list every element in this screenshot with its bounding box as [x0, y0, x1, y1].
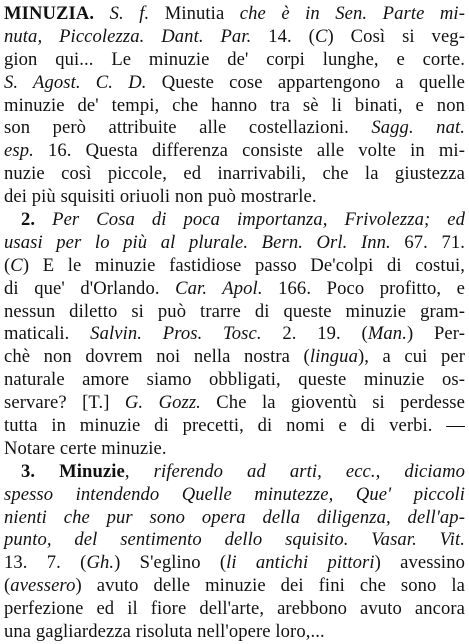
text-run: C — [10, 254, 23, 276]
text-run: Sagg. nat. — [371, 117, 465, 139]
text-run: ) avuto delle minuzie dei fini che sono la — [75, 575, 465, 597]
text-run: chè non dovrem noi nella nostra ( — [4, 346, 310, 368]
text-run: 14. ( — [251, 25, 315, 47]
text-run: 67. 71. — [390, 231, 465, 253]
text-run: punto, del sentimento dello squisito. Vasar. Vit. — [4, 529, 465, 551]
text-line — [4, 186, 465, 209]
text-run: li antichi pittori — [226, 552, 375, 574]
text-run: spesso intendendo Quelle minutezze, Que' piccoli — [4, 483, 465, 505]
text-run: esp. — [4, 140, 34, 162]
text-run: Queste cose appartengono a quelle — [146, 71, 465, 93]
text-run: Minutia — [149, 3, 240, 24]
text-run: Man. — [367, 323, 407, 345]
text-run: 2. — [21, 209, 53, 231]
text-run: 3. Minuzie — [21, 460, 125, 482]
text-run: tutta in minuzie di precetti, di nomi e di verbi. — — [4, 415, 465, 437]
text-line — [4, 140, 465, 163]
text-run: ) Così si veg- — [327, 25, 465, 47]
text-line — [4, 163, 465, 186]
text-run: Salvin. Pros. Tosc. — [90, 323, 262, 345]
text-run: servare? [T.] — [4, 392, 125, 414]
text-line — [4, 598, 465, 621]
text-run: riferendo ad arti, ecc., diciamo — [153, 460, 465, 482]
text-run: nessun diletto si può trarre di queste minuzie gram- — [4, 300, 465, 322]
text-line — [4, 323, 465, 346]
text-run: avessero — [10, 575, 76, 597]
text-run: C — [314, 25, 328, 47]
text-run: minuzie de' tempi, che hanno tra sè li binati, e non — [4, 94, 465, 116]
text-run: dei più squisiti oriuoli non può mostrarle. — [4, 186, 317, 208]
text-line — [4, 369, 465, 392]
text-run: maticali. — [4, 323, 91, 345]
text-line — [4, 301, 465, 324]
text-line — [4, 26, 465, 49]
text-line — [4, 255, 465, 278]
text-run: ) avessino — [374, 552, 465, 574]
text-run: di que' d'Orlando. — [4, 277, 176, 299]
text-run: S. f. — [109, 3, 150, 24]
text-run: nuta, Piccolezza. Dant. Par. — [4, 25, 252, 47]
text-line — [4, 346, 465, 369]
text-line — [4, 278, 465, 301]
dictionary-entry-minuzia — [4, 3, 465, 644]
text-run: ) S'eglino ( — [114, 552, 227, 574]
text-run: Che la gioventù si perdesse — [200, 392, 465, 414]
text-line — [4, 415, 465, 438]
text-line — [4, 49, 465, 72]
text-run: nienti che pur sono opera della diligenza, dell'ap- — [4, 506, 465, 528]
text-line — [4, 529, 465, 552]
text-run — [94, 3, 109, 24]
text-line — [4, 232, 465, 255]
text-run: G. Gozz. — [124, 392, 201, 414]
text-run: ( — [4, 254, 11, 276]
text-line — [4, 438, 465, 461]
text-run: 2. 19. ( — [261, 323, 368, 345]
text-line — [4, 461, 465, 484]
text-line — [4, 484, 465, 507]
text-run: una gagliardezza risoluta nell'opere loro,... — [4, 621, 325, 643]
text-run: 166. Poco profitto, e — [262, 277, 465, 299]
text-run: son però attribuite alle costellazioni. — [4, 117, 372, 139]
text-line — [4, 392, 465, 415]
text-run: ( — [4, 575, 11, 597]
text-run: ) Per- — [406, 323, 465, 345]
headword: MINUZIA. — [4, 3, 95, 24]
text-run: naturale amore siamo obbligati, queste minuzie os- — [4, 369, 465, 391]
text-run: usasi per lo più al plurale. Bern. Orl. Inn. — [4, 231, 391, 253]
text-run: perfezione ed il fiore dell'arte, arebbono avuto ancora — [4, 598, 465, 620]
text-line — [4, 3, 465, 26]
text-run: Gh. — [86, 552, 115, 574]
text-run: , — [124, 460, 154, 482]
text-run: Car. Apol. — [175, 277, 263, 299]
text-line — [4, 552, 465, 575]
text-line — [4, 507, 465, 530]
text-run: 16. Questa differenza consiste alle volte in mi- — [33, 140, 465, 162]
text-line — [4, 95, 465, 118]
text-line — [4, 575, 465, 598]
text-run: S. Agost. C. D. — [4, 71, 147, 93]
text-run: nuzie così piccole, ed inarrivabili, che la giustezza — [4, 163, 465, 185]
text-run: 13. 7. ( — [4, 552, 87, 574]
text-line — [4, 621, 465, 644]
text-run: gion qui... Le minuzie de' corpi lunghe, e corte. — [4, 48, 465, 70]
text-run: lingua — [309, 346, 358, 368]
text-run: che è in Sen. Parte mi- — [239, 3, 465, 24]
text-run: ) E le minuzie fastidiose passo De'colpi di costui, — [22, 254, 465, 276]
text-line — [4, 209, 465, 232]
text-line — [4, 117, 465, 140]
text-run: Notare certe minuzie. — [4, 437, 167, 459]
text-run: Per Cosa di poca importanza, Frivolezza; ed — [52, 209, 465, 231]
text-run: ), a cui per — [357, 346, 465, 368]
text-line — [4, 72, 465, 95]
